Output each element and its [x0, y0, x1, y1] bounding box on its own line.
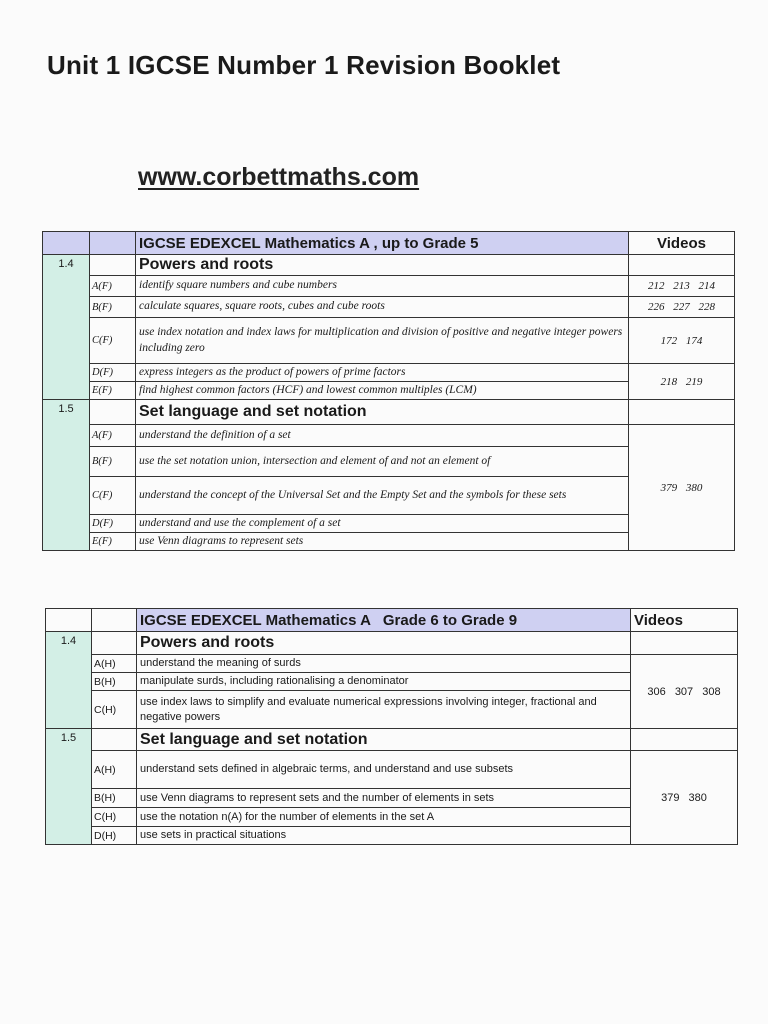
objective-text: use Venn diagrams to represent sets	[136, 533, 629, 551]
objective-text: understand the definition of a set	[136, 425, 629, 447]
section-number: 1.5	[46, 729, 92, 845]
objective-text: use Venn diagrams to represent sets and the number of elements in sets	[137, 789, 631, 808]
page-title: Unit 1 IGCSE Number 1 Revision Booklet	[47, 50, 561, 80]
section-code-blank	[92, 632, 137, 655]
objective-text: find highest common factors (HCF) and lowest common multiples (LCM)	[136, 382, 629, 400]
objective-code: D(F)	[90, 364, 136, 382]
section-number: 1.4	[43, 255, 90, 400]
video-cell-blank	[629, 255, 735, 276]
objective-text: express integers as the product of powers of prime factors	[136, 364, 629, 382]
section-code-blank	[92, 729, 137, 751]
objective-text: use sets in practical situations	[137, 827, 631, 845]
section-number: 1.5	[43, 400, 90, 551]
video-numbers[interactable]: 218 219	[629, 364, 735, 400]
videos-header: Videos	[631, 609, 738, 632]
video-numbers[interactable]: 379 380	[631, 751, 738, 845]
video-cell-blank	[629, 400, 735, 425]
section-title: Set language and set notation	[136, 400, 629, 425]
objective-text: understand and use the complement of a set	[136, 515, 629, 533]
table-header-title: IGCSE EDEXCEL Mathematics A , up to Grade 5	[136, 232, 629, 255]
section-code-blank	[90, 400, 136, 425]
objective-text: understand the concept of the Universal Set and the Empty Set and the symbols for these sets	[136, 477, 629, 515]
spec-table-higher	[45, 608, 738, 845]
objective-code: D(F)	[90, 515, 136, 533]
objective-code: B(H)	[92, 673, 137, 691]
objective-code: A(F)	[90, 425, 136, 447]
objective-code: A(F)	[90, 276, 136, 297]
objective-text: use the set notation union, intersection and element of and not an element of	[136, 447, 629, 477]
spec-table-foundation	[42, 231, 735, 551]
table-header-blank	[92, 609, 137, 632]
objective-code: B(F)	[90, 447, 136, 477]
objective-code: B(F)	[90, 297, 136, 318]
section-title: Set language and set notation	[137, 729, 631, 751]
objective-text: use index notation and index laws for multiplication and division of positive and negative integer powers including zero	[136, 318, 629, 364]
video-numbers[interactable]: 172 174	[629, 318, 735, 364]
videos-header: Videos	[629, 232, 735, 255]
objective-code: C(H)	[92, 691, 137, 729]
table-header-title: IGCSE EDEXCEL Mathematics A Grade 6 to Grade 9	[137, 609, 631, 632]
objective-text: identify square numbers and cube numbers	[136, 276, 629, 297]
table-header-blank	[46, 609, 92, 632]
section-code-blank	[90, 255, 136, 276]
video-numbers[interactable]: 379 380	[629, 425, 735, 551]
objective-code: E(F)	[90, 382, 136, 400]
video-cell-blank	[631, 632, 738, 655]
section-title: Powers and roots	[136, 255, 629, 276]
objective-code: A(H)	[92, 751, 137, 789]
objective-code: B(H)	[92, 789, 137, 808]
objective-code: C(F)	[90, 477, 136, 515]
website-link[interactable]: www.corbettmaths.com	[138, 163, 420, 191]
objective-text: understand sets defined in algebraic terms, and understand and use subsets	[137, 751, 631, 789]
objective-code: A(H)	[92, 655, 137, 673]
video-numbers[interactable]: 306 307 308	[631, 655, 738, 729]
table-header-blank	[43, 232, 90, 255]
objective-text: use the notation n(A) for the number of elements in the set A	[137, 808, 631, 827]
video-cell-blank	[631, 729, 738, 751]
objective-text: calculate squares, square roots, cubes and cube roots	[136, 297, 629, 318]
objective-text: understand the meaning of surds	[137, 655, 631, 673]
video-numbers[interactable]: 212 213 214	[629, 276, 735, 297]
objective-code: D(H)	[92, 827, 137, 845]
table-header-blank	[90, 232, 136, 255]
section-title: Powers and roots	[137, 632, 631, 655]
objective-code: C(F)	[90, 318, 136, 364]
objective-code: E(F)	[90, 533, 136, 551]
objective-code: C(H)	[92, 808, 137, 827]
video-numbers[interactable]: 226 227 228	[629, 297, 735, 318]
objective-text: manipulate surds, including rationalising a denominator	[137, 673, 631, 691]
objective-text: use index laws to simplify and evaluate numerical expressions involving integer, fractional and negative powers	[137, 691, 631, 729]
section-number: 1.4	[46, 632, 92, 729]
